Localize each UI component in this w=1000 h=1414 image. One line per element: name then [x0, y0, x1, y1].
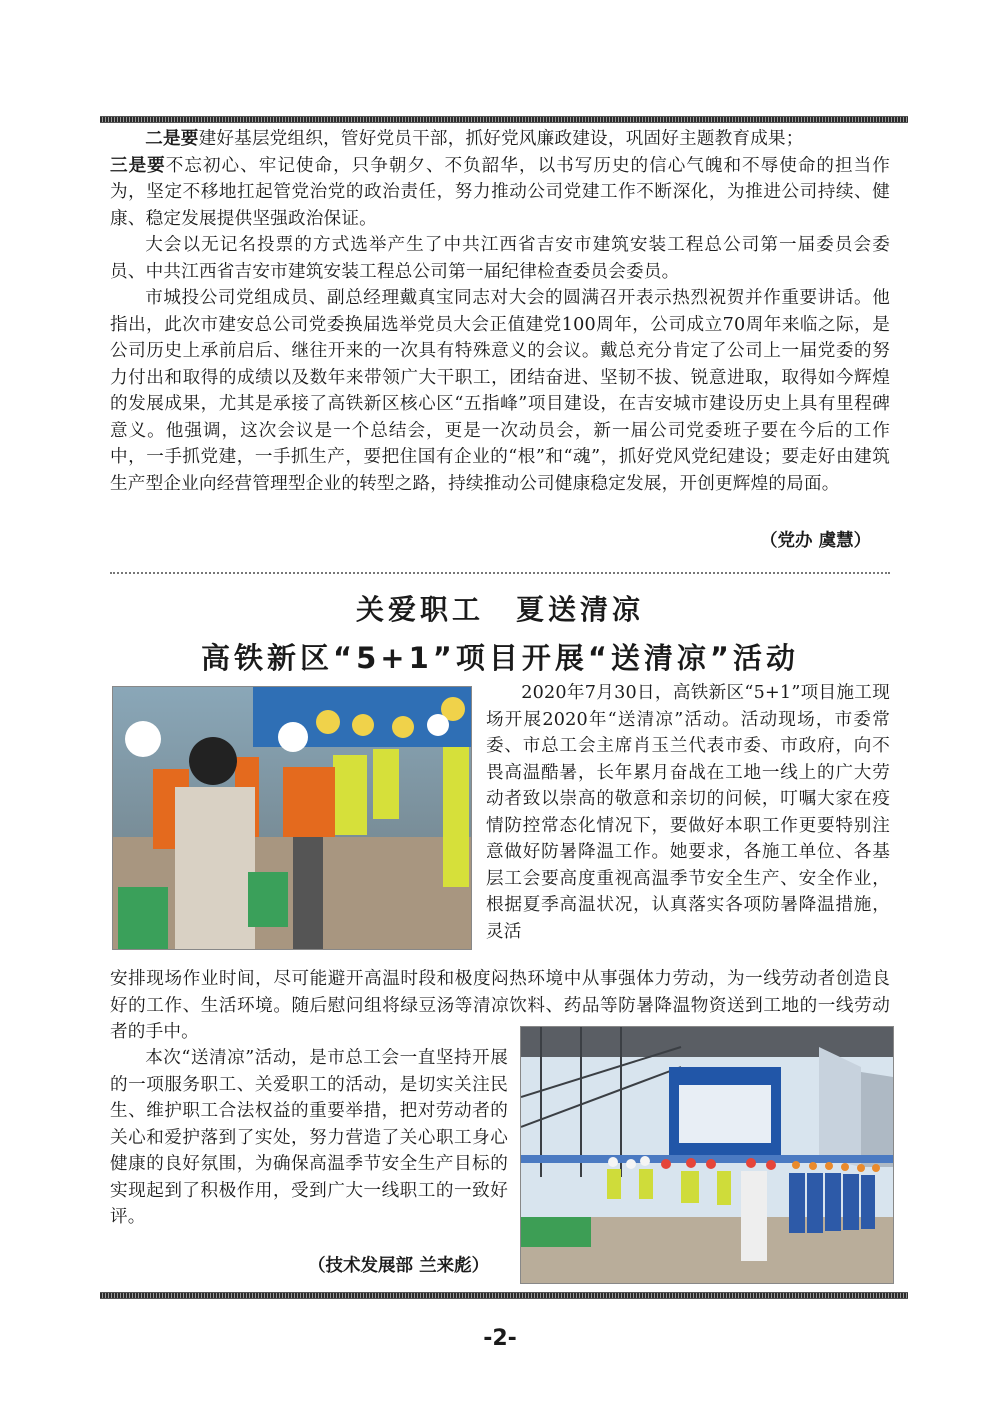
article1-signoff: （党办 虞慧）	[760, 531, 872, 551]
photo-workers-greeting	[112, 686, 472, 950]
photo-construction-site-group	[520, 1026, 894, 1284]
article1-body	[110, 126, 890, 497]
article2-title: 关爱职工 夏送清凉	[355, 593, 644, 626]
article2-subtitle: 高铁新区“5+1”项目开展“送清凉”活动	[201, 641, 799, 675]
page-number: -2-	[483, 1326, 517, 1351]
article2-paragraph-2: 本次“送清凉”活动，是市总工会一直坚持开展的一项服务职工、关爱职工的活动，是切实关注民生、维护职工合法权益的重要举措，把对劳动者的关心和爱护落到了实处，努力营造了关心职工身心健康的良好氛围，为确保高温季节安全生产目标的实现起到了积极作用，受到广大一线职工的一致好评。	[110, 1048, 508, 1227]
article1-paragraph-1: 二是要建好基层党组织，管好党员干部，抓好党风廉政建设，巩固好主题教育成果；	[145, 128, 804, 149]
keyword-sanshiyao: 三是要	[110, 154, 166, 176]
article1-paragraph-3: 市城投公司党组成员、副总经理戴真宝同志对大会的圆满召开表示热烈祝贺并作重要讲话。他指出，此次市建安总公司党委换届选举党员大会正值建党100周年，公司成立70周年来临之际，是公司历史上承前启后、继往开来的一次具有特殊意义的会议。戴总充分肯定了公司上一届党委的努力付出和取得的成绩以及数年来带领广大干职工，团结奋进、坚韧不拔、锐意进取，取得如今辉煌的发展成果，尤其是承接了高铁新区核心区“五指峰”项目建设，在吉安城市建设历史上具有里程碑意义。他强调，这次会议是一个总结会，更是一次动员会，新一届公司党委班子要在今后的工作中，一手抓党建，一手抓生产，要把住国有企业的“根”和“魂”，抓好党风党纪建设；要走好由建筑生产型企业向经营管理型企业的转型之路，持续推动公司健康稳定发展，开创更辉煌的局面。	[110, 288, 890, 494]
article2-signoff: （技术发展部 兰来彪）	[308, 1256, 490, 1276]
article1-paragraph-1b: 三是要不忘初心、牢记使命，只争朝夕、不负韶华，以书写历史的信心气魄和不辱使命的担当作为，坚定不移地扛起管党治党的政治责任，努力推动公司党建工作不断深化，为推进公司持续、健康、稳定发展提供坚强政治保证。	[110, 154, 890, 229]
keyword-erhsiyao: 二是要	[145, 128, 199, 149]
bottom-rule	[100, 1292, 908, 1299]
article2-paragraph-1: 2020年7月30日，高铁新区“5+1”项目施工现场开展2020年“送清凉”活动。活动现场，市委常委、市总工会主席肖玉兰代表市委、市政府，向不畏高温酷暑，长年累月奋战在工地一线上的广大劳动者致以崇高的敬意和亲切的问候，叮嘱大家在疫情防控常态化情况下，要做好本职工作更要特别注意做好防暑降温工作。她要求，各施工单位、各基层工会要高度重视高温季节安全生产、安全作业，根据夏季高温状况，认真落实各项防暑降温措施，灵活	[486, 683, 890, 942]
section-divider	[110, 572, 890, 574]
article1-paragraph-2: 大会以无记名投票的方式选举产生了中共江西省吉安市建筑安装工程总公司第一届委员会委员、中共江西省吉安市建筑安装工程总公司第一届纪律检查委员会委员。	[110, 235, 890, 282]
article2-paragraph-1-continued: 安排现场作业时间，尽可能避开高温时段和极度闷热环境中从事强体力劳动，为一线劳动者创造良好的工作、生活环境。随后慰问组将绿豆汤等清凉饮料、药品等防暑降温物资送到工地的一线劳动者的手中。	[110, 969, 890, 1042]
top-rule	[100, 116, 908, 123]
